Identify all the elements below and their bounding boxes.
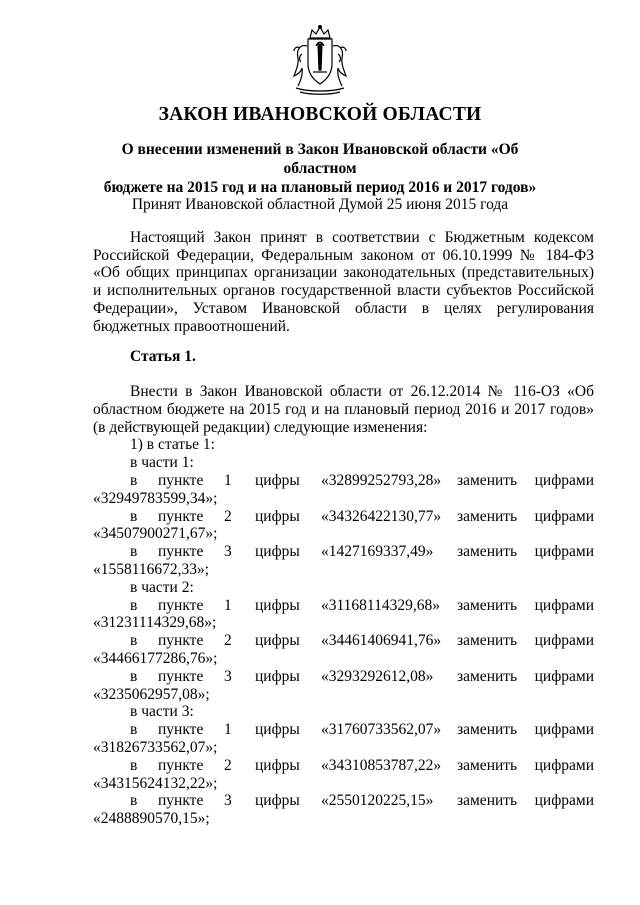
word-replace: заменить — [457, 596, 518, 614]
word-replace: заменить — [457, 543, 518, 561]
article-body — [93, 383, 594, 828]
word-digits: цифры — [255, 471, 300, 489]
word-with-digits: цифрами — [534, 543, 594, 561]
word-with-digits: цифрами — [534, 596, 594, 614]
part-label: в части 1: — [130, 454, 194, 472]
word-point: пункте — [158, 756, 204, 774]
word-point: пункте — [158, 596, 204, 614]
word-replace: заменить — [457, 667, 518, 685]
old-value: «32899252793,28» — [321, 471, 442, 489]
subtitle-line: бюджете на 2015 год и на плановый период 2016 и 2017 годов» — [103, 179, 537, 196]
point-number: 3 — [224, 543, 232, 561]
word-replace: заменить — [457, 721, 518, 739]
word-replace: заменить — [457, 632, 518, 650]
old-value: «31168114329,68» — [321, 596, 440, 614]
subtitle-line: О внесении изменений в Закон Ивановской области «Об областном — [121, 141, 519, 177]
word-with-digits: цифрами — [534, 667, 594, 685]
word-replace: заменить — [457, 507, 518, 525]
new-value: «1558116672,33»; — [93, 560, 210, 578]
point-number: 3 — [224, 792, 232, 810]
old-value: «34461406941,76» — [321, 632, 442, 650]
word-replace: заменить — [457, 792, 518, 810]
word-replace: заменить — [457, 756, 518, 774]
intro-text: Настоящий Закон принят в соответствии с Бюджетным кодексом Российской Федерации, Федеральным законом от 06.10.1999 № 184-ФЗ «Об общих принципах организации законодательных (представительных) и исполнительных органов государственной власти субъектов Российской Федерации», Уставом Ивановской области в целях регулирования бюджетных правоотношений. — [93, 229, 594, 335]
word-digits: цифры — [255, 596, 300, 614]
law-title: ЗАКОН ИВАНОВСКОЙ ОБЛАСТИ — [158, 104, 482, 125]
word-digits: цифры — [255, 632, 300, 650]
word-point: пункте — [158, 721, 204, 739]
word-point: пункте — [158, 543, 204, 561]
new-value: «34507900271,67»; — [93, 525, 218, 543]
ivanovo-coat-of-arms-icon — [288, 24, 352, 96]
point-number: 3 — [224, 667, 232, 685]
law-subtitle — [96, 140, 544, 197]
old-value: «2550120225,15» — [321, 792, 434, 810]
amendment-row — [93, 543, 594, 561]
article-heading: Статья 1. — [130, 348, 196, 365]
point-number: 1 — [224, 471, 232, 489]
parts-list — [93, 454, 594, 828]
part-label: в части 2: — [130, 578, 194, 596]
new-value: «2488890570,15»; — [93, 810, 210, 828]
adoption-note: Принят Ивановской областной Думой 25 июня 2015 года — [131, 196, 509, 213]
part-label: в части 3: — [130, 703, 194, 721]
word-replace: заменить — [457, 471, 518, 489]
amendment-row — [93, 508, 594, 526]
word-in: в — [130, 756, 138, 774]
new-value: «34315624132,22»; — [93, 774, 218, 792]
word-with-digits: цифрами — [534, 507, 594, 525]
new-value: «31231114329,68»; — [93, 614, 217, 632]
word-point: пункте — [158, 507, 204, 525]
word-point: пункте — [158, 667, 204, 685]
word-with-digits: цифрами — [534, 756, 594, 774]
word-with-digits: цифрами — [534, 792, 594, 810]
amendment-row — [93, 472, 594, 490]
word-point: пункте — [158, 792, 204, 810]
item-1: 1) в статье 1: — [130, 436, 215, 454]
point-number: 2 — [224, 756, 232, 774]
word-digits: цифры — [255, 507, 300, 525]
word-with-digits: цифрами — [534, 471, 594, 489]
article-lead: Внести в Закон Ивановской области от 26.12.2014 № 116-ОЗ «Об областном бюджете на 2015 год и на плановый период 2016 и 2017 годов» (в действующей редакции) следующие изменения: — [93, 383, 594, 436]
word-in: в — [130, 792, 138, 810]
point-number: 2 — [224, 507, 232, 525]
word-in: в — [130, 596, 138, 614]
point-number: 1 — [224, 596, 232, 614]
point-number: 2 — [224, 632, 232, 650]
new-value: «34466177286,76»; — [93, 649, 218, 667]
word-with-digits: цифрами — [534, 721, 594, 739]
amendment-row — [93, 721, 594, 739]
word-in: в — [130, 632, 138, 650]
word-digits: цифры — [255, 756, 300, 774]
new-value: «32949783599,34»; — [93, 489, 218, 507]
word-point: пункте — [158, 632, 204, 650]
old-value: «3293292612,08» — [321, 667, 434, 685]
word-digits: цифры — [255, 792, 300, 810]
word-with-digits: цифрами — [534, 632, 594, 650]
word-digits: цифры — [255, 721, 300, 739]
word-digits: цифры — [255, 667, 300, 685]
word-point: пункте — [158, 471, 204, 489]
amendment-row — [93, 757, 594, 775]
amendment-row — [93, 668, 594, 686]
point-number: 1 — [224, 721, 232, 739]
intro-paragraph — [93, 229, 594, 335]
word-digits: цифры — [255, 543, 300, 561]
amendment-row — [93, 597, 594, 615]
old-value: «34310853787,22» — [321, 756, 442, 774]
word-in: в — [130, 721, 138, 739]
word-in: в — [130, 667, 138, 685]
word-in: в — [130, 471, 138, 489]
word-in: в — [130, 507, 138, 525]
new-value: «31826733562,07»; — [93, 738, 218, 756]
amendment-row — [93, 632, 594, 650]
new-value: «3235062957,08»; — [93, 685, 210, 703]
word-in: в — [130, 543, 138, 561]
old-value: «1427169337,49» — [321, 543, 434, 561]
old-value: «34326422130,77» — [321, 507, 442, 525]
amendment-row — [93, 792, 594, 810]
old-value: «31760733562,07» — [321, 721, 442, 739]
